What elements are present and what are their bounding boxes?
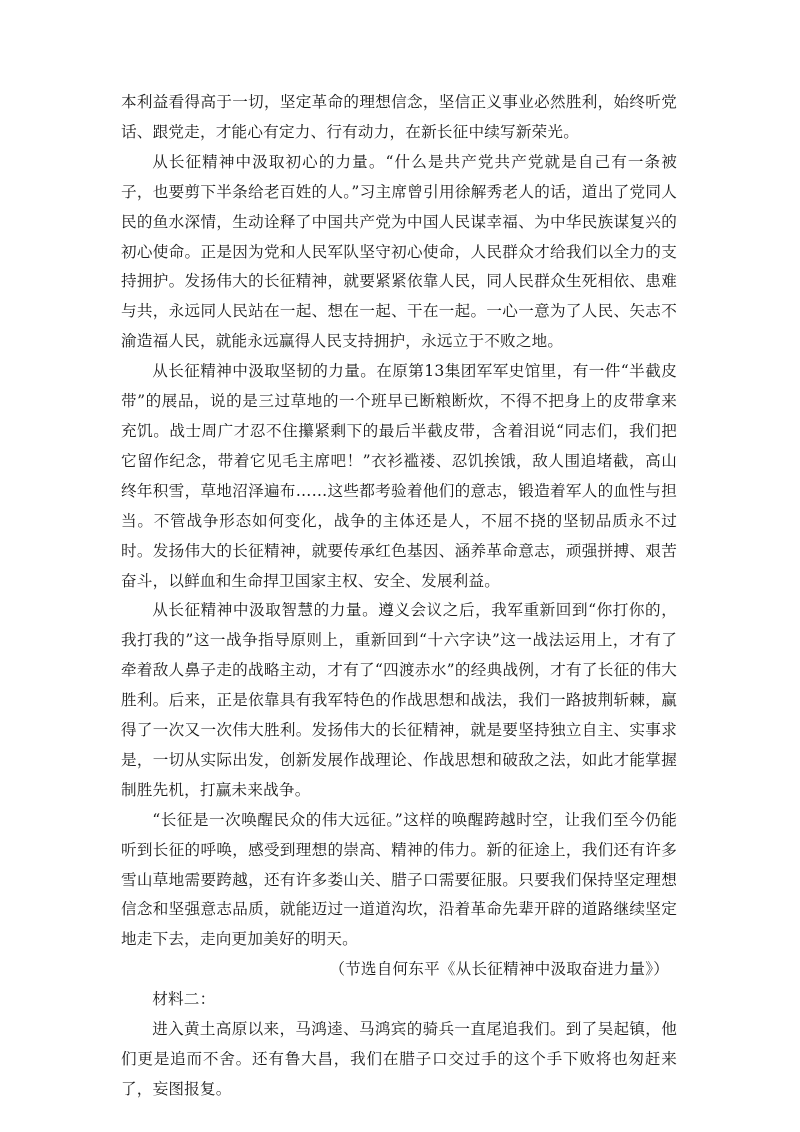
paragraph-awakening: “长征是一次唤醒民众的伟大远征。”这样的唤醒跨越时空，让我们至今仍能听到长征的呼唤，感受到理想的崇高、精神的伟力。新的征途上，我们还有许多雪山草地需要跨越，还有许多娄山关、腊子口需要征服。只要我们保持坚定理想信念和坚强意志品质，就能迈过一道道沟坎，沿着革命先辈开辟的道路继续坚定地走下去，走向更加美好的明天。 <box>121 810 677 949</box>
paragraph-original-intention: 从长征精神中汲取初心的力量。“什么是共产党共产党就是自己有一条被子，也要剪下半条给老百姓的人。”习主席曾引用徐解秀老人的话，道出了党同人民的鱼水深情，生动诠释了中国共产党为中国人民谋幸福、为中华民族谋复兴的初心使命。正是因为党和人民军队坚守初心使命，人民群众才给我们以全力的支持拥护。发扬伟大的长征精神，就要紧紧依靠人民，同人民群众生死相依、患难与共，永远同人民站在一起、想在一起、干在一起。一心一意为了人民、矢志不渝造福人民，就能永远赢得人民支持拥护，永远立于不败之地。 <box>121 152 677 351</box>
paragraph-wisdom: 从长征精神中汲取智慧的力量。遵义会议之后，我军重新回到“你打你的，我打我的”这一战争指导原则上，重新回到“十六字诀”这一战法运用上，才有了牵着敌人鼻子走的战略主动，才有了“四渡赤水”的经典战例，才有了长征的伟大胜利。后来，正是依靠具有我军特色的作战思想和战法，我们一路披荆斩棘，赢得了一次又一次伟大胜利。发扬伟大的长征精神，就是要坚持独立自主、实事求是，一切从实际出发，创新发展作战理论、作战思想和破敌之法，如此才能掌握制胜先机，打赢未来战争。 <box>121 601 677 799</box>
source-citation: （节选自何东平《从长征精神中汲取奋进力量》） <box>329 960 669 979</box>
material-two-paragraph: 进入黄土高原以来，马鸿逵、马鸿宾的骑兵一直尾追我们。到了吴起镇，他们更是追而不舍。还有鲁大昌，我们在腊子口交过手的这个手下败将也匆赶来了，妄图报复。 <box>121 1020 677 1098</box>
document-body <box>121 88 677 1105</box>
paragraph-tenacity: 从长征精神中汲取坚韧的力量。在原第13集团军军史馆里，有一件“半截皮带”的展品，说的是三过草地的一个班早已断粮断炊，不得不把身上的皮带拿来充饥。战士周广才忍不住攥紧剩下的最后半截皮带，含着泪说“同志们，我们把它留作纪念，带着它见毛主席吧！”衣衫褴褛、忍饥挨饿，敌人围追堵截，高山终年积雪，草地沼泽遍布……这些都考验着他们的意志，锻造着军人的血性与担当。不管战争形态如何变化，战争的主体还是人，不屈不挠的坚韧品质永不过时。发扬伟大的长征精神，就要传承红色基因、涵养革命意志，顽强拼搏、艰苦奋斗，以鲜血和生命捍卫国家主权、安全、发展利益。 <box>121 362 677 590</box>
material-two-label: 材料二： <box>152 990 216 1009</box>
paragraph-continuation: 本利益看得高于一切，坚定革命的理想信念，坚信正义事业必然胜利，始终听党话、跟党走，才能心有定力、行有动力，在新长征中续写新荣光。 <box>121 93 677 141</box>
